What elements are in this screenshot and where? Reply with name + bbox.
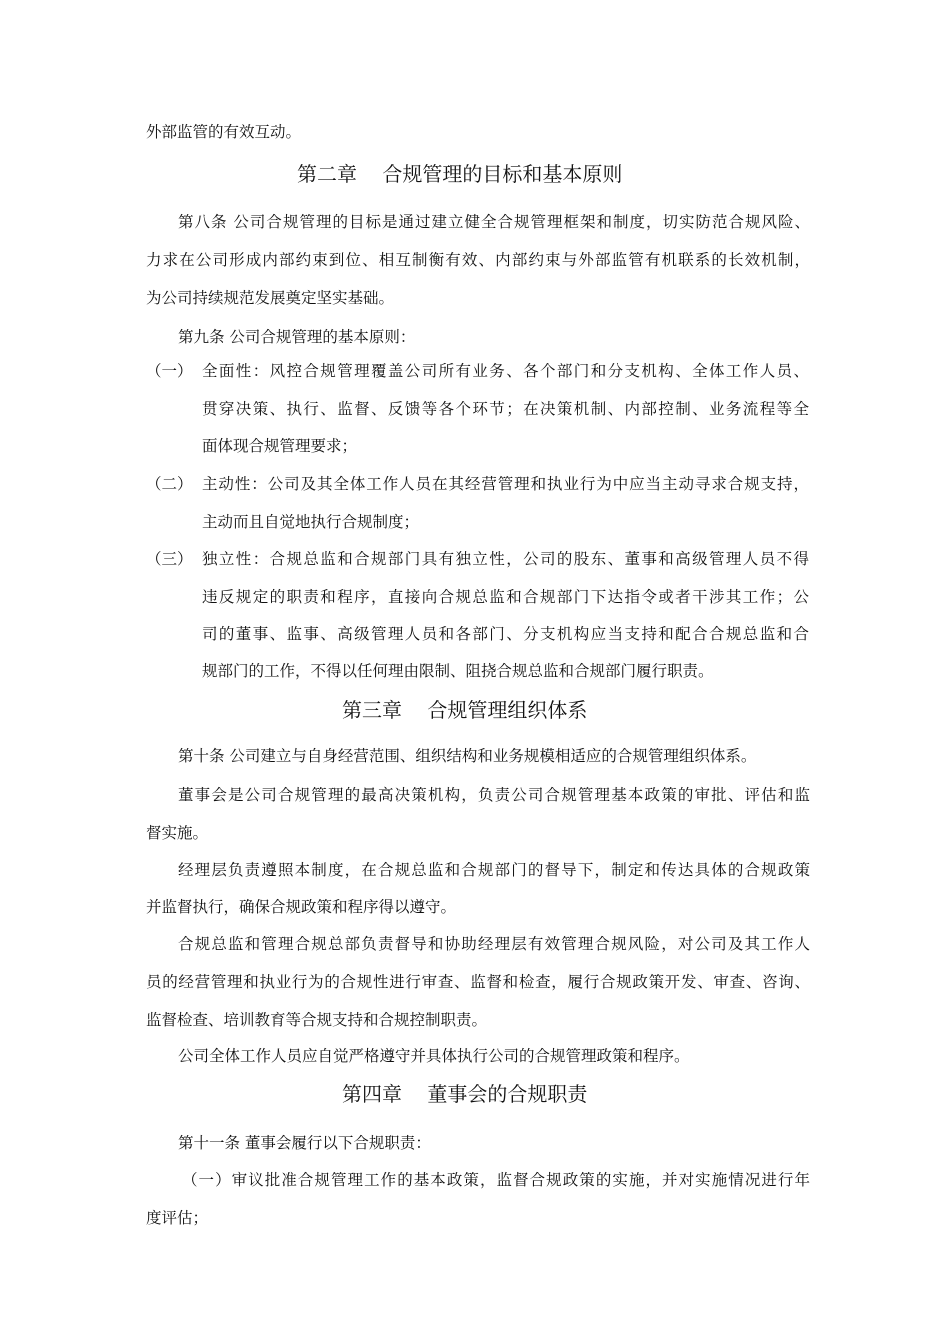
item-2-line-2: 主动而且自觉地执行合规制度；: [202, 513, 420, 531]
paragraph-continuation: 外部监管的有效互动。: [146, 123, 302, 141]
cco-paragraph-line-1: 合规总监和管理合规总部负责督导和协助经理层有效管理合规风险，对公司及其工作人: [178, 935, 810, 953]
management-paragraph-line-1: 经理层负责遵照本制度，在合规总监和合规部门的督导下，制定和传达具体的合规政策: [178, 861, 810, 879]
item-2-marker: （二）: [146, 475, 193, 493]
staff-paragraph: 公司全体工作人员应自觉严格遵守并具体执行公司的合规管理政策和程序。: [178, 1047, 690, 1065]
item-1-marker: （一）: [146, 362, 193, 380]
article-11: 第十一条 董事会履行以下合规职责：: [178, 1134, 431, 1152]
article-8-line-2: 力求在公司形成内部约束到位、相互制衡有效、内部约束与外部监管有机联系的长效机制，: [146, 251, 810, 269]
item-1-line-2: 贯穿决策、执行、监督、反馈等各个环节；在决策机制、内部控制、业务流程等全: [202, 400, 809, 418]
article-11-item-1-line-1: （一）审议批准合规管理工作的基本政策，监督合规政策的实施，并对实施情况进行年: [182, 1171, 810, 1189]
cco-paragraph-line-3: 监督检查、培训教育等合规支持和合规控制职责。: [146, 1011, 488, 1029]
board-paragraph-line-1: 董事会是公司合规管理的最高决策机构，负责公司合规管理基本政策的审批、评估和监: [178, 786, 810, 804]
item-3-line-4: 规部门的工作，不得以任何理由限制、阻挠合规总监和合规部门履行职责。: [202, 662, 714, 680]
management-paragraph-line-2: 并监督执行，确保合规政策和程序得以遵守。: [146, 898, 457, 916]
article-9: 第九条 公司合规管理的基本原则：: [178, 328, 416, 346]
item-1-line-1: 全面性：风控合规管理覆盖公司所有业务、各个部门和分支机构、全体工作人员、: [202, 362, 809, 380]
chapter-3-heading: 第三章 合规管理组织体系: [342, 698, 588, 722]
article-8-line-3: 为公司持续规范发展奠定坚实基础。: [146, 289, 395, 307]
item-3-line-1: 独立性：合规总监和合规部门具有独立性，公司的股东、董事和高级管理人员不得: [202, 550, 809, 568]
article-10: 第十条 公司建立与自身经营范围、组织结构和业务规模相适应的合规管理组织体系。: [178, 747, 757, 765]
article-8-line-1: 第八条 公司合规管理的目标是通过建立健全合规管理框架和制度，切实防范合规风险、: [178, 213, 810, 231]
board-paragraph-line-2: 督实施。: [146, 824, 209, 842]
item-1-line-3: 面体现合规管理要求；: [202, 437, 358, 455]
item-3-marker: （三）: [146, 550, 193, 568]
item-3-line-2: 违反规定的职责和程序，直接向合规总监和合规部门下达指令或者干涉其工作；公: [202, 588, 809, 606]
item-3-line-3: 司的董事、监事、高级管理人员和各部门、分支机构应当支持和配合合规总监和合: [202, 625, 809, 643]
chapter-4-heading: 第四章 董事会的合规职责: [342, 1082, 588, 1106]
item-2-line-1: 主动性：公司及其全体工作人员在其经营管理和执业行为中应当主动寻求合规支持，: [202, 475, 809, 493]
cco-paragraph-line-2: 员的经营管理和执业行为的合规性进行审查、监督和检查，履行合规政策开发、审查、咨询、: [146, 973, 810, 991]
article-11-item-1-line-2: 度评估；: [146, 1209, 209, 1227]
chapter-2-heading: 第二章 合规管理的目标和基本原则: [297, 162, 623, 186]
